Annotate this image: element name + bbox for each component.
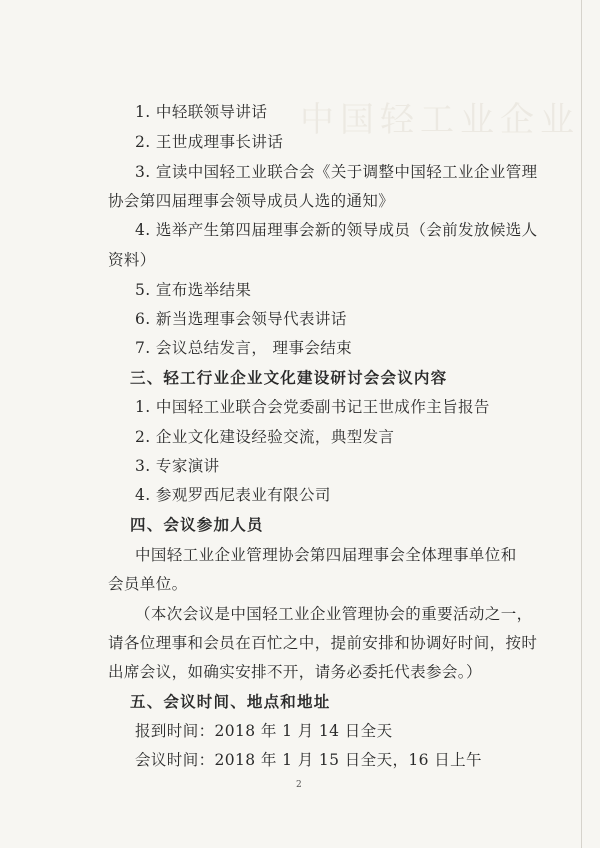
section-heading: 五、会议时间、地点和地址	[130, 692, 331, 711]
content-item: 4. 参观罗西尼表业有限公司	[135, 486, 331, 504]
paragraph-line: 会员单位。	[108, 575, 188, 593]
content-item: 1. 中国轻工业联合会党委副书记王世成作主旨报告	[135, 398, 490, 416]
page-edge	[581, 0, 582, 848]
agenda-item: 4. 选举产生第四届理事会新的领导成员（会前发放候选人	[135, 221, 538, 239]
bleed-through-text: 中国轻工业企业	[300, 100, 580, 140]
agenda-item: 2. 王世成理事长讲话	[135, 133, 284, 151]
page-number: 2	[296, 780, 302, 790]
agenda-item-continued: 资料）	[108, 251, 156, 269]
agenda-item: 7. 会议总结发言， 理事会结束	[135, 339, 353, 357]
section-heading: 三、轻工行业企业文化建设研讨会会议内容	[130, 368, 448, 387]
paragraph-line: 中国轻工业企业管理协会第四届理事会全体理事单位和	[135, 546, 517, 564]
paragraph-line: 出席会议，如确实安排不开，请务必委托代表参会。）	[108, 663, 482, 681]
content-item: 2. 企业文化建设经验交流，典型发言	[135, 428, 395, 446]
section-heading: 四、会议参加人员	[130, 515, 264, 534]
agenda-item: 3. 宣读中国轻工业联合会《关于调整中国轻工业企业管理	[135, 163, 538, 181]
schedule-line: 会议时间：2018 年 1 月 15 日全天，16 日上午	[135, 751, 482, 769]
schedule-line: 报到时间：2018 年 1 月 14 日全天	[135, 722, 393, 740]
agenda-item: 5. 宣布选举结果	[135, 281, 252, 299]
agenda-item: 1. 中轻联领导讲话	[135, 103, 268, 121]
agenda-item: 6. 新当选理事会领导代表讲话	[135, 310, 347, 328]
content-item: 3. 专家演讲	[135, 457, 220, 475]
paragraph-line: （本次会议是中国轻工业企业管理协会的重要活动之一，	[135, 605, 533, 623]
agenda-item-continued: 协会第四届理事会领导成员人选的通知》	[108, 192, 395, 210]
paragraph-line: 请各位理事和会员在百忙之中，提前安排和协调好时间，按时	[108, 634, 538, 652]
